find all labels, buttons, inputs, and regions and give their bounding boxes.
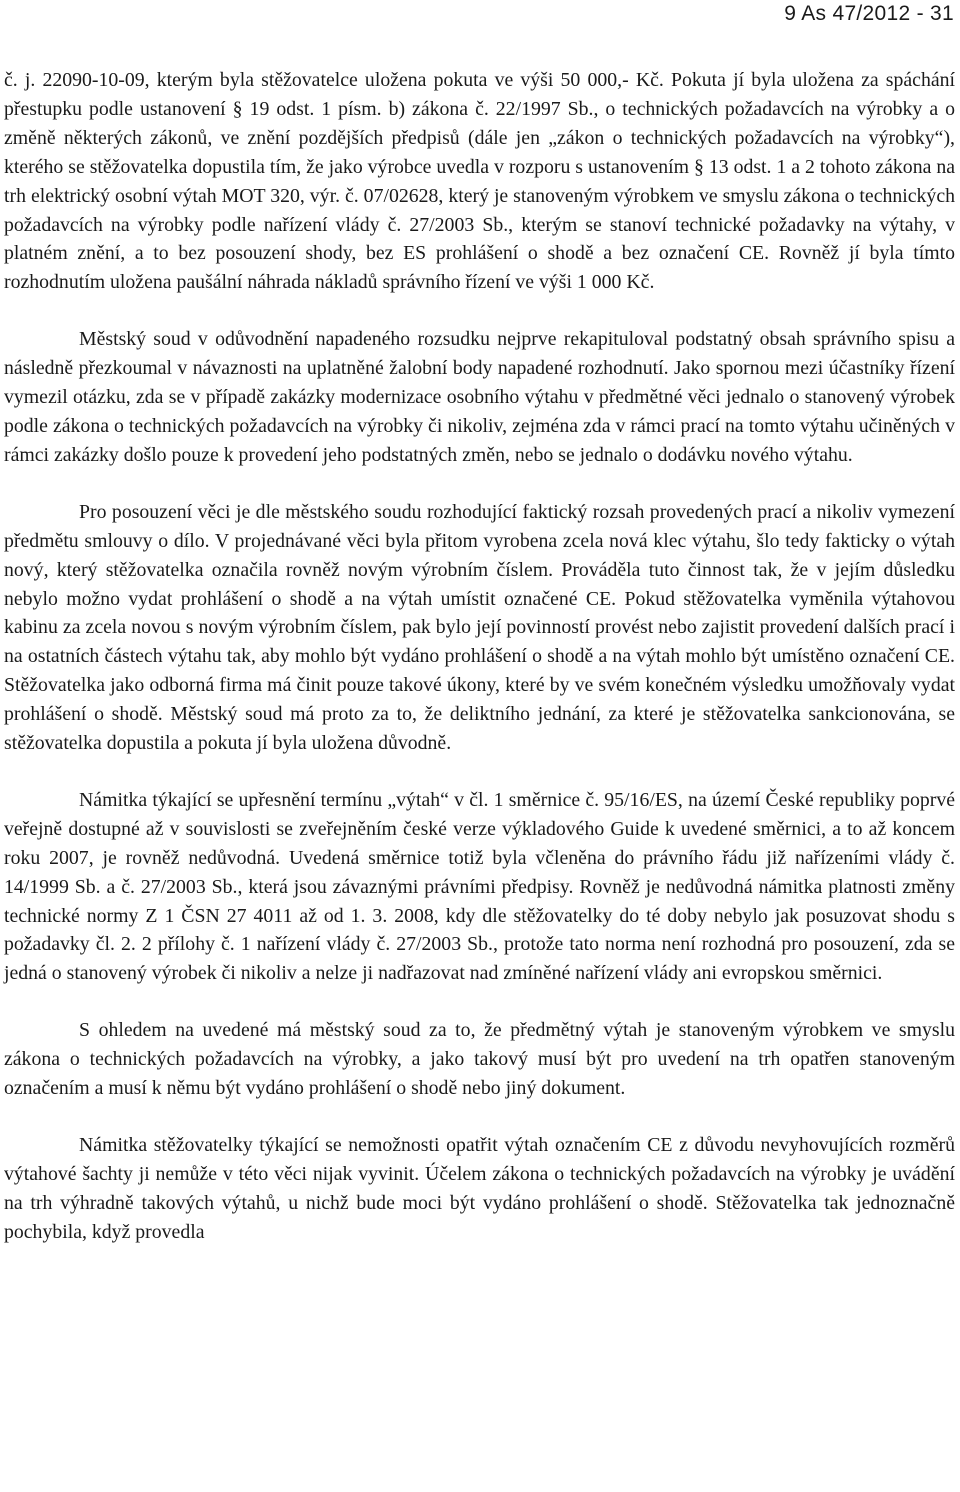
paragraph-6: Námitka stěžovatelky týkající se nemožnosti opatřit výtah označením CE z důvodu nevyhovujících rozměrů výtahové šachty ji nemůže v této věci nijak vyvinit. Účelem zákona o technických požadavcích na výrobky je uvádění na trh výhradně takových výtahů, u nichž bude moci být vydáno prohlášení o shodě. Stěžovatelka tak jednoznačně pochybila, když provedla xyxy=(4,1134,955,1243)
paragraph-4: Námitka týkající se upřesnění termínu „výtah“ v čl. 1 směrnice č. 95/16/ES, na území České republiky poprvé veřejně dostupné až v souvislosti se zveřejněním české verze výkladového Guide k uvedené směrnici, a to až koncem roku 2007, je rovněž nedůvodná. Uvedená směrnice totiž byla včleněna do právního řádu již nařízeními vlády č. 14/1999 Sb. a č. 27/2003 Sb., která jsou závaznými právními předpisy. Rovněž je nedůvodná námitka platnosti změny technické normy Z 1 ČSN 27 4011 až od 1. 3. 2008, kdy dle stěžovatelky do té doby nebylo jak posuzovat shodu s požadavky čl. 2. 2 přílohy č. 1 nařízení vlády č. 27/2003 Sb., protože tato norma není rozhodná pro posouzení, zda se jedná o stanovený výrobek či nikoliv a nelze ji nadřazovat nad zmíněné nařízení vlády ani evropskou směrnici. xyxy=(4,788,955,985)
paragraph-3: Pro posouzení věci je dle městského soudu rozhodující faktický rozsah provedených prací a nikoliv vymezení předmětu smlouvy o dílo. V projednávané věci byla přitom vyrobena zcela nová klec výtahu, šlo tedy fakticky o výtah nový, který stěžovatelka označila rovněž novým výrobním číslem. Prováděla tuto činnost tak, že v jejím důsledku nebylo možno vydat prohlášení o shodě a na výtah umístit označené CE. Pokud stěžovatelka vyměnila výtahovou kabinu za zcela novou s novým výrobním číslem, pak bylo její povinností provést nebo zajistit provedení dalších prací i na ostatních částech výtahu tak, aby mohlo být vydáno prohlášení o shodě a na výtah mohlo být umístěno označení CE. Stěžovatelka jako odborná firma má činit pouze takové úkony, které by ve svém konečném výsledku umožňovaly vydat prohlášení o shodě. Městský soud má proto za to, že deliktního jednání, za které je stěžovatelka sankcionována, se stěžovatelka dopustila a pokuta jí byla uložena důvodně. xyxy=(4,500,955,755)
paragraph-5: S ohledem na uvedené má městský soud za to, že předmětný výtah je stanoveným výrobkem ve smyslu zákona o technických požadavcích na výrobky, a jako takový musí být pro uvedení na trh opatřen stanoveným označením a musí k němu být vydáno prohlášení o shodě nebo jiný dokument. xyxy=(4,1019,955,1100)
paragraph-2: Městský soud v odůvodnění napadeného rozsudku nejprve rekapituloval podstatný obsah správního spisu a následně přezkoumal v návaznosti na uplatněné žalobní body napadené rozhodnutí. Jako spornou mezi účastníky řízení vymezil otázku, zda se v případě zakázky modernizace osobního výtahu v předmětné věci jednalo o stanovený výrobek podle zákona o technických požadavcích na výrobky či nikoliv, zejména zda v rámci prací na tomto výtahu učiněných v rámci zakázky došlo pouze k provedení jeho podstatných změn, nebo se jednalo o dodávku nového výtahu. xyxy=(4,328,955,466)
document-body xyxy=(4,66,955,1247)
paragraph-1: č. j. 22090-10-09, kterým byla stěžovatelce uložena pokuta ve výši 50 000,- Kč. Pokuta jí byla uložena za spáchání přestupku podle ustanovení § 19 odst. 1 písm. b) zákona č. 22/1997 Sb., o technických požadavcích na výrobky a o změně některých zákonů, ve znění pozdějších předpisů (dále jen „zákon o technických požadavcích na výrobky“), kterého se stěžovatelka dopustila tím, že jako výrobce uvedla v rozporu s ustanovením § 13 odst. 1 a 2 tohoto zákona na trh elektrický osobní výtah MOT 320, výr. č. 07/02628, který je stanoveným výrobkem ve smyslu zákona o technických požadavcích na výrobky podle nařízení vlády č. 27/2003 Sb., kterým se stanoví technické požadavky na výtahy, v platném znění, a to bez posouzení shody, bez ES prohlášení o shodě a bez označení CE. Rovněž jí byla tímto rozhodnutím uložena paušální náhrada nákladů správního řízení ve výši 1 000 Kč. xyxy=(4,69,955,294)
page-header-case-number: 9 As 47/2012 - 31 xyxy=(784,2,954,25)
